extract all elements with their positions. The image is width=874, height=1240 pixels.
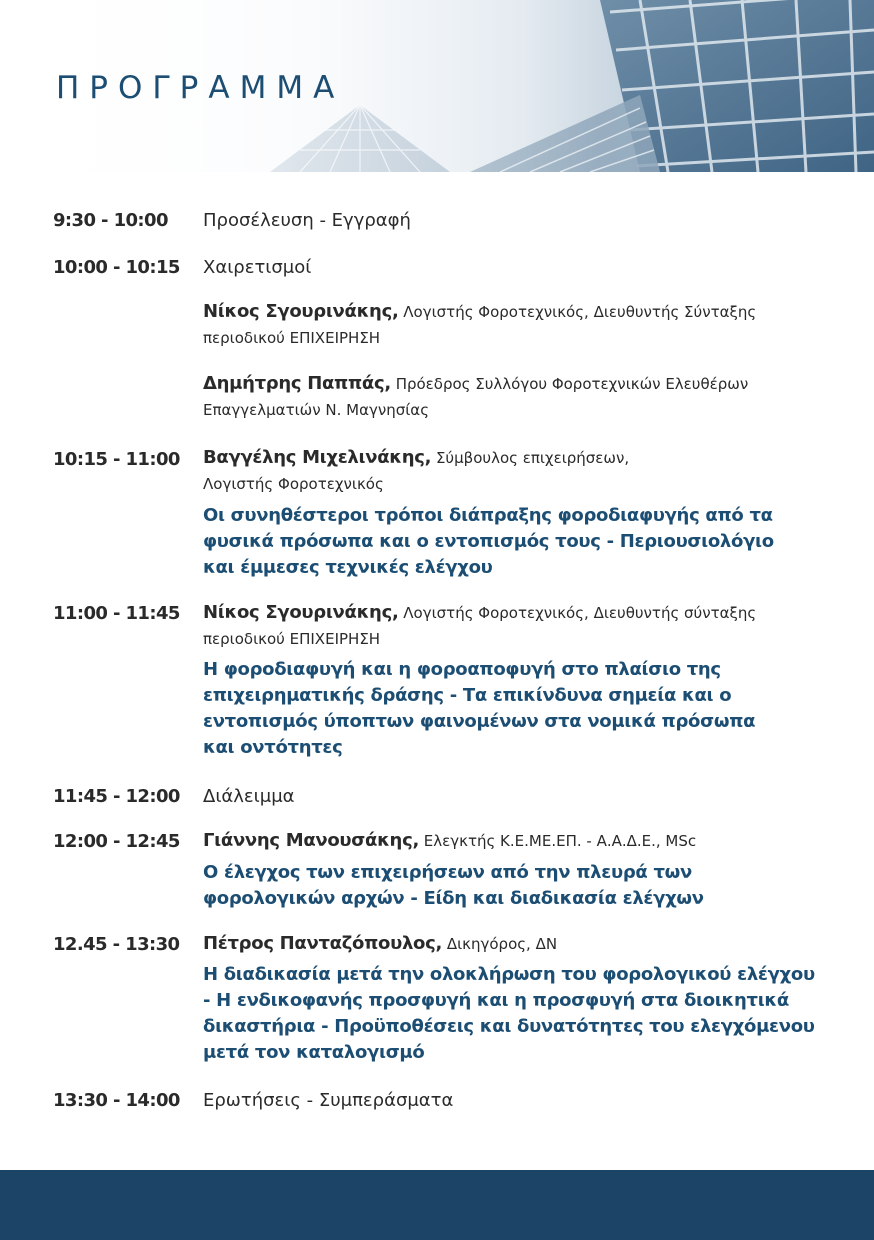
time-slot: 11:00 - 11:45 <box>53 603 180 624</box>
speaker-block <box>203 445 843 497</box>
topic-line: και έμμεσες τεχνικές ελέγχου <box>203 557 493 578</box>
speaker-block <box>203 828 843 854</box>
topic-line: μετά τον καταλογισμό <box>203 1042 425 1063</box>
session-title: Χαιρετισμοί <box>203 257 312 278</box>
topic-line: - Η ενδικοφανής προσφυγή και η προσφυγή στα διοικητικά <box>203 990 789 1011</box>
speaker-block <box>203 931 843 957</box>
session-topic <box>203 962 853 1066</box>
time-slot: 11:45 - 12:00 <box>53 786 180 807</box>
header-banner <box>0 0 874 172</box>
topic-line: φυσικά πρόσωπα και ο εντοπισμός τους - Περιουσιολόγιο <box>203 531 774 552</box>
topic-line: Οι συνηθέστεροι τρόποι διάπραξης φοροδιαφυγής από τα <box>203 505 773 526</box>
speaker-role: Δικηγόρος, ΔΝ <box>446 935 558 953</box>
speaker-name: Βαγγέλης Μιχελινάκης, <box>203 447 432 468</box>
session-topic <box>203 503 853 581</box>
session-title: Ερωτήσεις - Συμπεράσματα <box>203 1090 454 1111</box>
page-title: ΠΡΟΓΡΑΜΜΑ <box>56 70 345 106</box>
session-topic <box>203 860 853 912</box>
topic-line: εντοπισμός ύποπτων φαινομένων στα νομικά πρόσωπα <box>203 711 756 732</box>
speaker-name: Νίκος Σγουρινάκης, <box>203 301 399 322</box>
speaker-name: Δημήτρης Παππάς, <box>203 373 391 394</box>
time-slot: 12:00 - 12:45 <box>53 831 180 852</box>
topic-line: Η φοροδιαφυγή και η φοροαποφυγή στο πλαίσιο της <box>203 659 721 680</box>
session-title: Προσέλευση - Εγγραφή <box>203 210 411 231</box>
session-title: Διάλειμμα <box>203 786 295 807</box>
speaker-role: Σύμβουλος επιχειρήσεων, <box>435 449 630 467</box>
topic-line: Η διαδικασία μετά την ολοκλήρωση του φορολογικού ελέγχου <box>203 964 815 985</box>
speaker-block <box>203 600 843 652</box>
time-slot: 9:30 - 10:00 <box>53 210 168 231</box>
speaker-role: Ελεγκτής Κ.Ε.ΜΕ.ΕΠ. - Α.Α.Δ.Ε., MSc <box>423 832 697 850</box>
speaker-role: περιοδικού ΕΠΙΧΕΙΡΗΣΗ <box>203 630 381 648</box>
time-slot: 10:15 - 11:00 <box>53 449 180 470</box>
topic-line: επιχειρηματικής δράσης - Τα επικίνδυνα σημεία και ο <box>203 685 732 706</box>
speaker-role: Λογιστής Φοροτεχνικός, Διευθυντής Σύνταξης <box>403 303 757 321</box>
speaker-block <box>203 299 843 351</box>
speaker-role: Λογιστής Φοροτεχνικός, Διευθυντής σύνταξης <box>403 604 757 622</box>
session-topic <box>203 657 853 761</box>
speaker-name: Πέτρος Πανταζόπουλος, <box>203 933 443 954</box>
speaker-block <box>203 371 843 423</box>
time-slot: 13:30 - 14:00 <box>53 1090 180 1111</box>
speaker-name: Νίκος Σγουρινάκης, <box>203 602 399 623</box>
topic-line: δικαστήρια - Προϋποθέσεις και δυνατότητες του ελεγχόμενου <box>203 1016 815 1037</box>
speaker-role: περιοδικού ΕΠΙΧΕΙΡΗΣΗ <box>203 329 381 347</box>
topic-line: και οντότητες <box>203 737 343 758</box>
time-slot: 10:00 - 10:15 <box>53 257 180 278</box>
topic-line: φορολογικών αρχών - Είδη και διαδικασία ελέγχων <box>203 888 704 909</box>
time-slot: 12.45 - 13:30 <box>53 934 180 955</box>
footer-bar <box>0 1170 874 1240</box>
speaker-role: Πρόεδρος Συλλόγου Φοροτεχνικών Ελευθέρων <box>395 375 749 393</box>
topic-line: Ο έλεγχος των επιχειρήσεων από την πλευρά των <box>203 862 692 883</box>
speaker-role: Λογιστής Φοροτεχνικός <box>203 475 384 493</box>
speaker-role: Επαγγελματιών Ν. Μαγνησίας <box>203 401 430 419</box>
speaker-name: Γιάννης Μανουσάκης, <box>203 830 419 851</box>
